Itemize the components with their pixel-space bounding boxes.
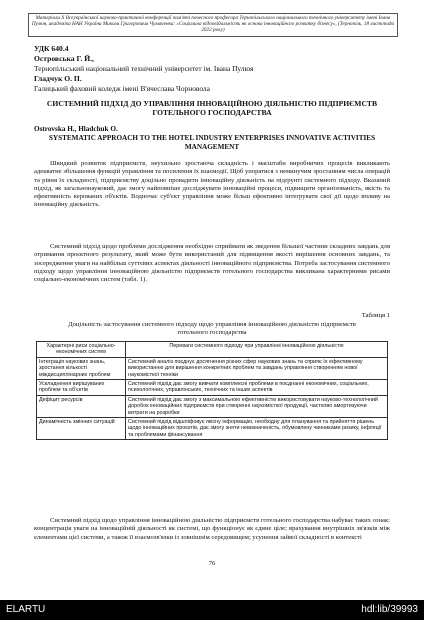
table-row bbox=[37, 357, 388, 379]
viewer-footer-bar bbox=[0, 600, 424, 620]
article-title-ua: СИСТЕМНИЙ ПІДХІД ДО УПРАВЛІННЯ ІННОВАЦІЙНОЮ ДІЯЛЬНІСТЮ ПІДПРИЄМСТВ ГОТЕЛЬНОГО ГОСПОДАРСТВА bbox=[46, 99, 378, 117]
repository-name: ELARTU bbox=[6, 604, 46, 615]
authors-en: Ostrovska H., Hladchuk O. bbox=[34, 125, 118, 133]
page-number: 76 bbox=[208, 560, 216, 567]
table-cell: Системний підхід дає змогу з максимальною ефективністю використовувати науково-технологічний доробок інноваційних підприємств при створенні наукомісткої продукції, частково амортизуючи витрати на розробки bbox=[126, 395, 388, 417]
table-cell: Дефіцит ресурсів bbox=[37, 395, 126, 417]
handle-identifier[interactable]: hdl:lib/39993 bbox=[361, 604, 418, 615]
udk-code: УДК 640.4 bbox=[34, 44, 69, 53]
author-name: Гладчук О. П. bbox=[34, 74, 82, 83]
table-cell: Системний підхід дає змогу вивчати комплексні проблеми в поєднанні економічних, соціальних, психологічних, управлінських, технічних та інших аспектів bbox=[126, 380, 388, 396]
table-header-row bbox=[37, 342, 388, 358]
body-paragraph: Швидкий розвиток підприємств, неухильно зростаюча складність і масштаби виробничих процесів викликають адекватне збільшення функцій управління та посилення їх взаємодії. Щоб упоратися з неминучим зростанням числа операцій та рівня їх складності, підприємству доцільно провадити інноваційну діяльність на підґрунті системного підходу. Вказаний підхід, як загальнонауковий, дає змогу найповніше досліджувати інноваційні процеси, підвищити організованість, якість та ефективність керованих об'єктів. Водночас суб'єкт управління може більш ефективно інтегрувати свої дії щодо впливу на інноваційну діяльність. bbox=[34, 160, 390, 209]
table-header-cell: Характерні риси соціально-економічних систем bbox=[37, 342, 126, 358]
table-row bbox=[37, 418, 388, 440]
author-name: Островська Г. Й., bbox=[34, 54, 94, 63]
table-header-cell: Переваги системного підходу при управлінні інноваційною діяльністю bbox=[126, 342, 388, 358]
conference-header: Матеріали X Всеукраїнської науково-практичної конференції пам'яті почесного професора Тернопільського національного технічного університету імені Івана Пулюя, академіка НАН України Миколи Григоровича Чумаченка: «Соціальна відповідальність як основа інноваційного розвитку бізнесу», (Тернопіль, 18 листопада 2022 року) bbox=[28, 13, 398, 37]
author-affiliation: Галицький фаховий коледж імені В'ячеслава Чорновола bbox=[34, 84, 210, 93]
data-table bbox=[36, 341, 388, 440]
table-cell: Системний підхід відшліфовує якісну інформацію, необхідну для планування та прийняття рішень щодо інноваційних проєктів, дає змогу зняти невизначеність, обумовлену чинниками ризику, інфляції та проблемами фінансування bbox=[126, 418, 388, 440]
article-title-en: SYSTEMATIC APPROACH TO THE HOTEL INDUSTRY ENTERPRISES INNOVATIVE ACTIVITIES MANAGEMENT bbox=[48, 134, 376, 151]
table-cell: Системний аналіз поєднує досягнення різних сфер наукових знань та сприяє їх ефективному використанню для вирішення конкретних проблем та завдань управління створенням нової наукомісткої техніки bbox=[126, 357, 388, 379]
table-row bbox=[37, 395, 388, 417]
table-cell: Ускладнення вирішуваних проблем та об'єктів bbox=[37, 380, 126, 396]
table-label: Таблиця 1 bbox=[361, 312, 390, 319]
table-cell: Динамічність змінних ситуацій bbox=[37, 418, 126, 440]
body-paragraph: Системний підхід щодо управління інноваційною діяльністю підприємств готельного господарства набуває таких ознак: концентрація уваги на інноваційній діяльності як системі, що функціонує як єдине ціле; врахування внутрішніх зв'язків між елементами цієї системи, а також її взаємозв'язки із зовнішнім середовищем; усунення зайвої складності в контексті bbox=[34, 517, 390, 541]
table-cell: Інтеграція наукових знань, зростання кількості міждисциплінарних проблем bbox=[37, 357, 126, 379]
table-row bbox=[37, 380, 388, 396]
author-affiliation: Тернопільський національний технічний університет ім. Івана Пулюя bbox=[34, 64, 254, 73]
body-paragraph: Системний підхід щодо проблеми дослідження необхідно сприймати як зведення більшої частини складних завдань для отримання проєктного результату, який може бути використаний для підвищення якості вирішення основних завдань, та зосередження уваги на найбільш суттєвих аспектах діяльності інноваційного підприємства. Потреба застосування системного підходу щодо управління інноваційною діяльністю підприємств готельного господарства викликана характерними рисами соціально-економічних систем (табл. 1). bbox=[34, 243, 390, 284]
table-caption: Доцільність застосування системного підходу щодо управління інноваційною діяльністю підприємств готельного господарства bbox=[68, 321, 356, 337]
